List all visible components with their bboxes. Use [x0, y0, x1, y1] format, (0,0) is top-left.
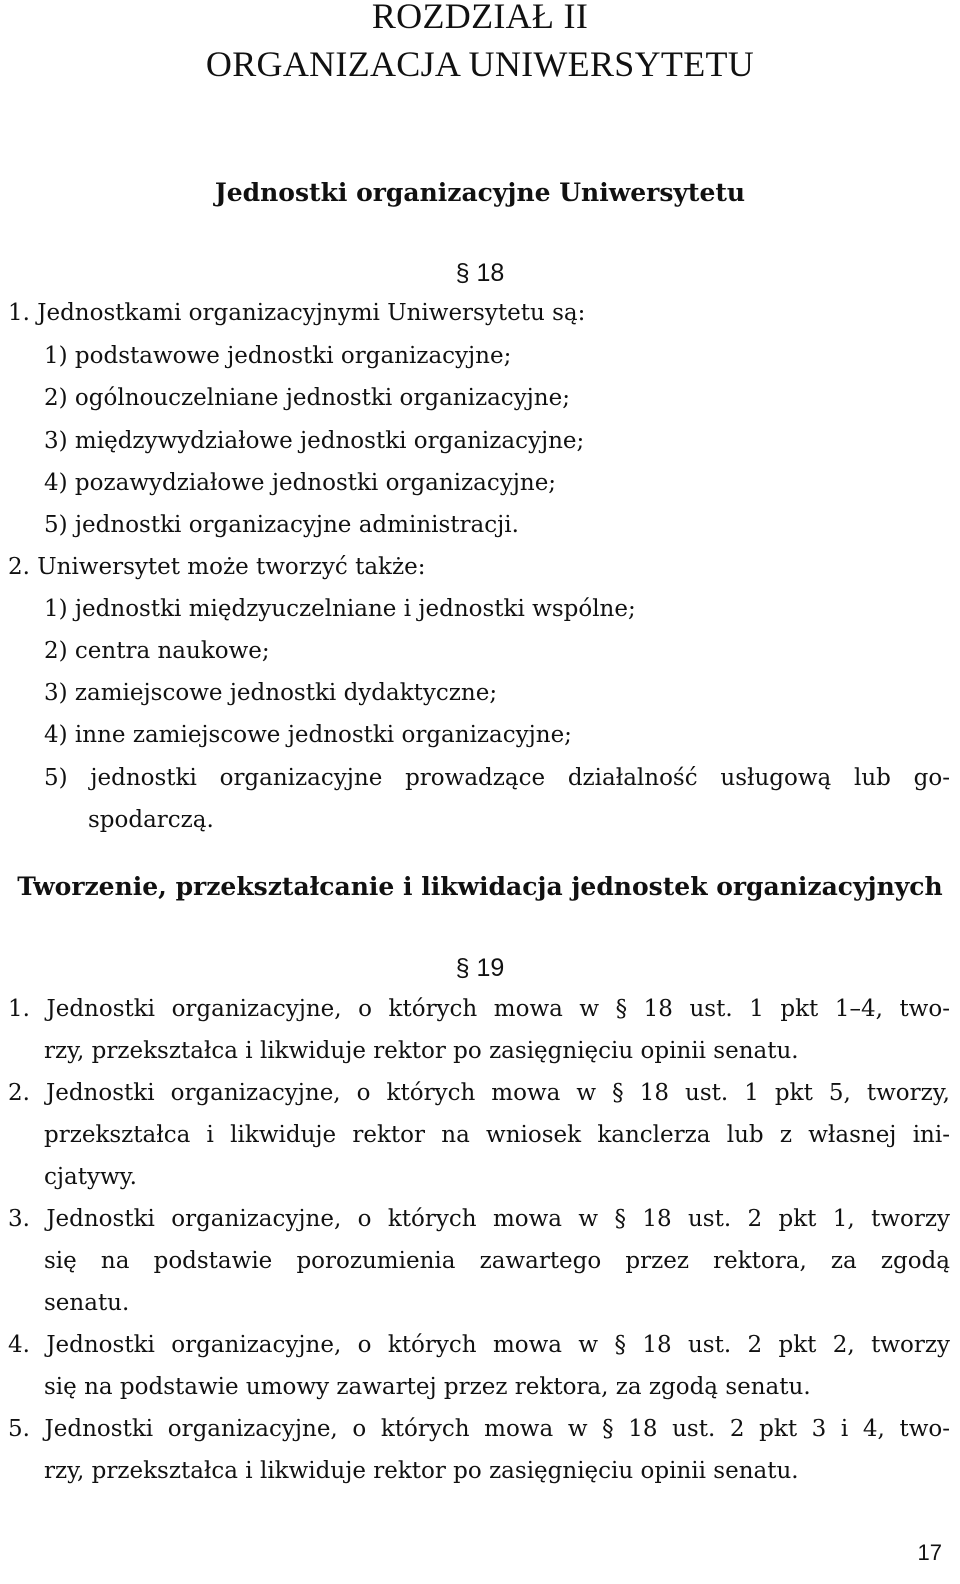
text-line: senatu.: [44, 1290, 130, 1316]
list-item: 2) ogólnouczelniane jednostki organizacyjne;: [44, 385, 570, 411]
list-item: 1) podstawowe jednostki organizacyjne;: [44, 343, 512, 369]
list-item: 3) zamiejscowe jednostki dydaktyczne;: [44, 680, 498, 706]
list-item: 4) pozawydziałowe jednostki organizacyjne;: [44, 470, 557, 496]
list-item: 5) jednostki organizacyjne prowadzące działalność usługową lub go-: [44, 765, 950, 791]
section-heading: Tworzenie, przekształcanie i likwidacja jednostek organizacyjnych: [17, 872, 943, 901]
text-line: się na podstawie umowy zawartej przez rektora, za zgodą senatu.: [44, 1374, 811, 1400]
text-line: 5. Jednostki organizacyjne, o których mowa w § 18 ust. 2 pkt 3 i 4, two-: [8, 1416, 950, 1442]
list-item: 1) jednostki międzyuczelniane i jednostki wspólne;: [44, 596, 636, 622]
list-item: 5) jednostki organizacyjne administracji.: [44, 512, 519, 538]
chapter-number: ROZDZIAŁ II: [371, 0, 589, 36]
paragraph-number: § 19: [455, 954, 505, 982]
text-line: cjatywy.: [44, 1164, 137, 1190]
text-line: rzy, przekształca i likwiduje rektor po zasięgnięciu opinii senatu.: [44, 1038, 799, 1064]
list-item: 2) centra naukowe;: [44, 638, 270, 664]
text-line: 1. Jednostki organizacyjne, o których mowa w § 18 ust. 1 pkt 1–4, two-: [8, 996, 950, 1022]
chapter-title: ORGANIZACJA UNIWERSYTETU: [205, 44, 755, 84]
list-item: 4) inne zamiejscowe jednostki organizacyjne;: [44, 722, 572, 748]
text-line: przekształca i likwiduje rektor na wniosek kanclerza lub z własnej ini-: [44, 1122, 950, 1148]
paragraph-number: § 18: [455, 259, 505, 287]
text-line: się na podstawie porozumienia zawartego przez rektora, za zgodą: [44, 1248, 950, 1274]
section-heading: Jednostki organizacyjne Uniwersytetu: [214, 178, 746, 207]
page-number: 17: [917, 1540, 942, 1565]
text-line: rzy, przekształca i likwiduje rektor po zasięgnięciu opinii senatu.: [44, 1458, 799, 1484]
text-line: 3. Jednostki organizacyjne, o których mowa w § 18 ust. 2 pkt 1, tworzy: [8, 1206, 950, 1232]
text-line: spodarczą.: [88, 807, 214, 833]
text-line: 1. Jednostkami organizacyjnymi Uniwersytetu są:: [8, 300, 586, 326]
text-line: 2. Jednostki organizacyjne, o których mowa w § 18 ust. 1 pkt 5, tworzy,: [8, 1080, 950, 1106]
text-line: 2. Uniwersytet może tworzyć także:: [8, 554, 426, 580]
text-line: 4. Jednostki organizacyjne, o których mowa w § 18 ust. 2 pkt 2, tworzy: [8, 1332, 950, 1358]
list-item: 3) międzywydziałowe jednostki organizacyjne;: [44, 428, 585, 454]
